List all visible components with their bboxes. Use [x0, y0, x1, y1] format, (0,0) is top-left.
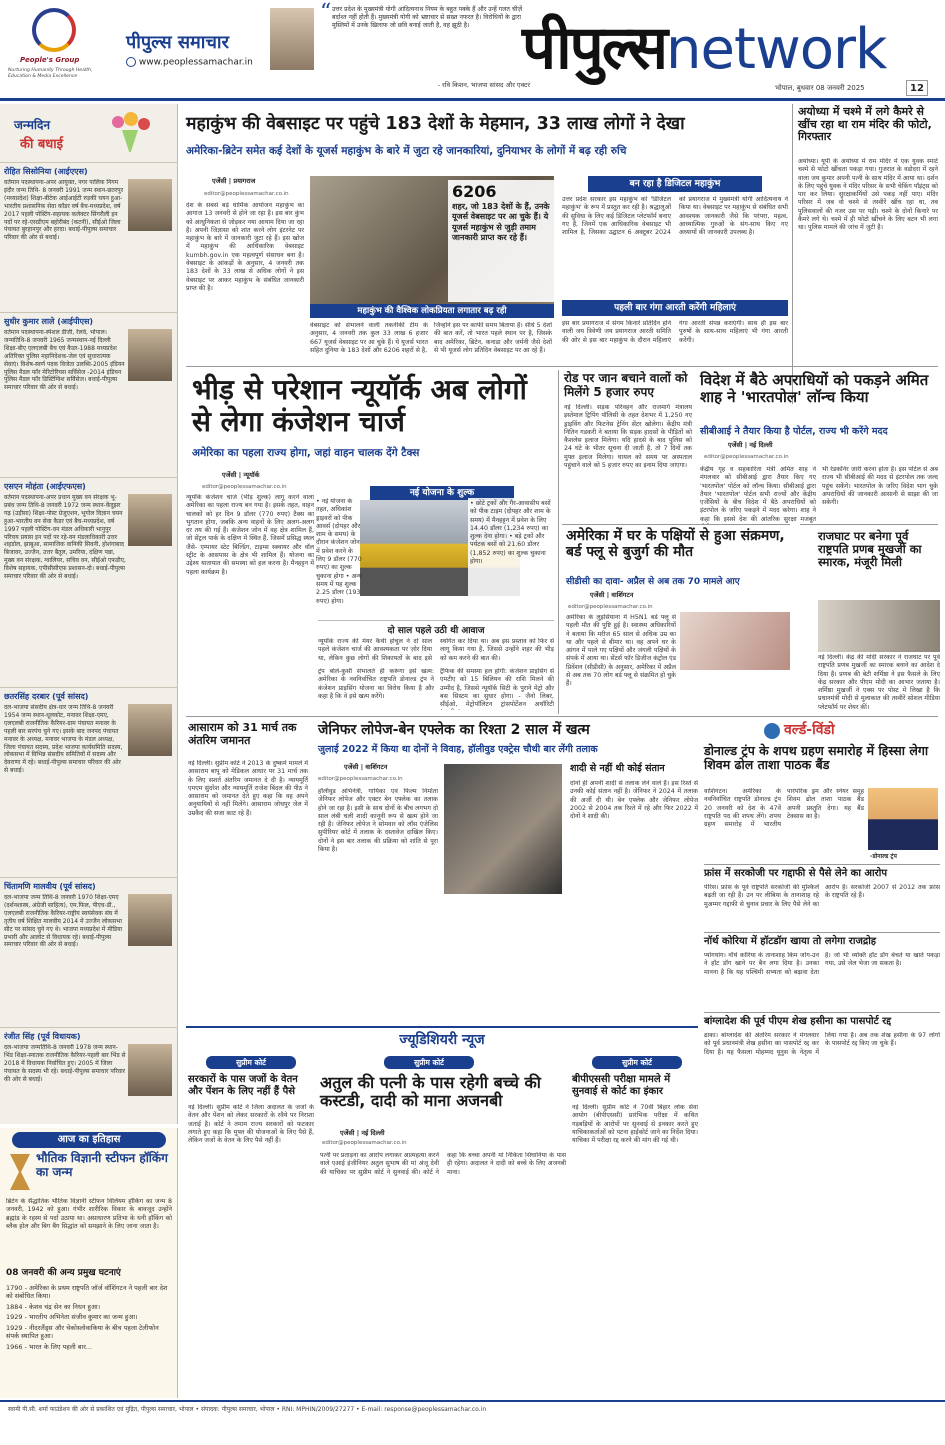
brand-network: network [666, 17, 887, 82]
trump-headline: डोनाल्ड ट्रंप के शपथ ग्रहण समारोह में हिस्सा लेगा शिवम ढोल ताशा पाठक बैंड [704, 743, 929, 773]
birthday-person-details: वर्तमान पदस्थापना-अपर प्रधान मुख्य वन संरक्षक भू-प्रबंध जन्म तिथि-8 जनवरी 1972 जन्म स्थान-केंदुझर गढ़ (उड़ीसा) शिक्षा-पोस्ट ग्रेजुएशन, भूगोल विज्ञान चयन हुआ-भारतीय वन सेवा कैडर एवं बैच-मध्यप्रदेश, वर्ष 1997 पहली पोस्टिंग-वन मंडल अधिकारी भानुपुर परिचय प्रयास इन पदों पर रहे-वन मंडलाधिकारी उत्तर शहडोल, झाबुआ, सामाजिक वानिकी सिवनी, होशंगाबाद बिजावर, उज्जैन, उत्तर बैतूल, उमरिया, दक्षिण पन्ना, मुख्य वन संरक्षक, ग्वालियर, सचिव वन, सीईओ एफडीए, विशेष सहायक, एपीसीसीएफ़ प्रशासन-दो। बधाई-पीपुल्स समाचार परिवार की ओर से बधाई। [4, 494, 126, 581]
quote-mark-icon: “ [320, 0, 332, 25]
pranab-text: नई दिल्ली। केंद्र की मोदी सरकार ने राजघाट पर पूर्व राष्ट्रपति प्रणब मुखर्जी का स्मारक बनाने का आदेश दे दिया है। प्रणब की बेटी शर्मिष्ठा ने इस फैसले के लिए केंद्र सरकार और पीएम मोदी का आभार जताया है। शर्मिष्ठा मुखर्जी ने एक्स पर पोस्ट में लिखा है कि प्रधानमंत्री मोदी से मुलाकात की तस्वीरें सोशल मीडिया प्लेटफॉर्म पर शेयर कीं। [818, 654, 940, 711]
birthday-person-photo [128, 329, 172, 381]
kumbh-email: editor@peoplessamachar.co.in [204, 191, 289, 197]
history-event-item: 1884 - केशव चंद्र सेन का निधन हुआ। [6, 1302, 101, 1311]
nyc-scheme-header: नई योजना के शुल्क [370, 486, 514, 500]
kumbh-col2: वेबसाइट को संभालने वाली तकनीकी टीम के अनुसार, 4 जनवरी तक कुल 33 लाख 6 हजार 667 यूजर्स वेबसाइट पर आ चुके हैं। ये यूजर्स भारत सहित दुनिया के 183 देशों और 6206 शहरों से है, [310, 322, 428, 354]
sc2-byline: एजेंसी | नई दिल्ली [340, 1129, 385, 1137]
judiciary-header: ज्यूडिशियरी न्यूज [399, 1032, 485, 1048]
birthday-person [0, 162, 178, 312]
history-event-item: 1929 - भारतीय अभिनेता संजीव कुमार का जन्म हुआ। [6, 1313, 138, 1322]
birthday-person-photo [128, 704, 172, 756]
quote-author-photo [270, 8, 314, 70]
birthday-person-name: सुधीर कुमार लाले (आईपीएस) [4, 317, 94, 326]
asaram-text: नई दिल्ली। सुप्रीम कोर्ट ने 2013 के दुष्कर्म मामले में आसाराम बापू को मेडिकल आधार पर 31 मार्च तक के लिए सशर्त अंतरिम जमानत दे दी है। न्यायमूर्ति एमएम सुंदरेश और न्यायमूर्ति राजेश बिंदल की पीठ ने आसाराम को जमानत देते हुए कहा कि वह अपने अनुयायियों से नहीं मिलेंगे। आसाराम जोधपुर जेल में उम्रकैद की सजा काट रहे हैं। [188, 760, 308, 817]
bd-text: ढाका। बांग्लादेश की अंतरिम सरकार ने मंगलवार को पूर्व प्रधानमंत्री शेख हसीना का पासपोर्ट रद्द कर दिया है। यह फैसला मोहम्मद यूनुस के नेतृत्व में लिया गया है। अब तक शेख हसीना के 97 लोगों के पासपोर्ट रद्द किए जा चुके हैं। [704, 1032, 940, 1056]
birthday-person-name: छतरसिंह दरबार (पूर्व सांसद) [4, 692, 89, 701]
group-tagline: Nurturing Humanity Through Health, Education & Media Excellence [8, 68, 93, 79]
jlo-photo [444, 764, 562, 894]
birthday-column [0, 104, 178, 1124]
birdflu-text: अमेरिका के लुइसियाना में H5N1 बर्ड फ्लू से पहली मौत की पुष्टि हुई है। स्वास्थ्य अधिकारियों ने बताया कि मरीज 65 साल से अधिक उम्र का था और पहले से बीमार था। वह अपने घर के आंगन में पाले गए पक्षियों और जंगली पक्षियों के संपर्क में आया था। सेंटर्स फॉर डिजीज कंट्रोल एंड प्रिवेंशन (सीडीसी) के अनुसार, अमेरिका में अप्रैल से अब तक 70 लोग बर्ड फ्लू से संक्रमित हो चुके हैं। [566, 614, 676, 688]
nyc-headline: भीड़ से परेशान न्यूयॉर्क अब लोगों से लेगा कंजेशन चार्ज [192, 373, 527, 439]
globe-icon [126, 57, 136, 67]
birdflu-email: editor@peoplessamachar.co.in [568, 604, 653, 610]
kumbh-ganga-header: पहली बार गंगा आरती करेंगी महिलाएं [562, 300, 788, 316]
ayodhya-text: अयोध्या। यूपी के अयोध्या में राम मंदिर में एक युवक स्मार्ट चश्मे से फोटो खींचता पकड़ा गया। गुजरात के वडोदरा में रहने वाला जय कुमार अपनी पत्नी के साथ मंदिर में आया था। दर्शन के लिए पहुंचे युवक ने मंदिर परिसर के सभी चेकिंग पॉइंट्स को पार कर लिया। सुरक्षाकर्मियों उसे पकड़ नहीं पाए। मंदिर परिसर में जब वो चश्मे से तस्वीरें खींच रहा था, तब पुलिसवालों की नजर उस पर पड़ी। चश्मे के दोनों किनारे पर कैमरे लगे थे। चश्मे में ही फोटो खींचने के लिए बटन भी लगा था। पुलिस मामले की जांच में जुटी है। [798, 158, 938, 232]
sc1-label: सुप्रीम कोर्ट [206, 1056, 296, 1069]
ww-divider-1 [704, 864, 940, 865]
birthday-title-line2: की बधाई [20, 137, 64, 152]
dateline: भोपाल, बुधवार 08 जनवरी 2025 [775, 84, 865, 92]
pranab-photo [818, 600, 940, 652]
birthday-person-photo [128, 894, 172, 946]
history-header: आज का इतिहास [12, 1132, 166, 1148]
trump-photo [868, 788, 938, 850]
masthead [0, 0, 945, 100]
bharatpol-byline: एजेंसी | नई दिल्ली [728, 441, 773, 449]
birthday-person-photo [128, 1044, 172, 1096]
birthday-person [0, 687, 178, 877]
kumbh-stat-box [448, 180, 556, 302]
birdflu-photo [680, 612, 790, 670]
kumbh-byline: एजेंसी | प्रयागराज [212, 177, 256, 185]
masthead-rule [0, 98, 945, 101]
footer-text: स्वामी पी.सी. शर्मा फाउंडेशन की ओर से प्रकाशित एवं मुद्रित, पीपुल्स समाचार, भोपाल • संपादक: पीपुल्स समाचार, भोपाल • RNI: MPHIN/2009/27277 • E-mail: response@peoplessamachar.co.in [8, 1406, 487, 1413]
history-event-item: 1966 - भारत के लिए पहली बार... [6, 1342, 93, 1351]
birthday-person-details: वर्तमान पदस्थापना-अपर आयुक्त, नगर पालिक निगम इंदौर जन्म तिथि- 8 जनवरी 1991 जन्म स्थान-छतरपुर (मध्यप्रदेश) शिक्षा-बीटेक आईआईटी रुड़की चयन हुआ-भारतीय प्रशासनिक सेवा कॉडर वर्ष बैच-मध्यप्रदेश, वर्ष 2017 पहली पोस्टिंग-सहायक कलेक्टर सिंगरौली इन पदों पर रहे-एसडीएम बहोरीबंद (कटनी), सीईओ जिला पंचायत बुरहानपुर और हरदा। बधाई-पीपुल्स समाचार परिवार की ओर से बधाई। [4, 179, 124, 242]
jlo-box-title: शादी से नहीं थी कोई संतान [570, 763, 665, 774]
kumbh-stat-number: 6206 [452, 182, 497, 201]
history-title: भौतिक विज्ञानी स्टीफन हॉकिंग का जन्म [36, 1151, 168, 1179]
brand-title [522, 4, 902, 82]
quote-author: - रवि किशन, भाजपा सांसद और एक्टर [437, 81, 530, 89]
birthday-person-name: चिंतामणि मालवीय (पूर्व सांसद) [4, 882, 96, 891]
hourglass-icon [8, 1154, 32, 1192]
kumbh-headline: महाकुंभ की वेबसाइट पर पहुंचे 183 देशों के मेहमान, 33 लाख लोगों ने देखा [186, 114, 685, 134]
section-divider-birdflu [562, 524, 790, 525]
birthday-person-name: रोहित सिसोनिया (आईएएस) [4, 167, 88, 176]
ww-divider-2 [704, 932, 940, 933]
paper-name: पीपुल्स समाचार [126, 32, 229, 53]
vertical-divider-mid [558, 370, 559, 714]
nyc-two-year-text: न्यूयॉर्क राज्य की मेयर कैथी होचुल ने दो साल पहले कंजेशन चार्ज की आवश्यकता पर ज़ोर दिया था, लेकिन कुछ लोगों की शिकायतों के बाद इसे स्थगित कर दिया था। अब इस प्रस्ताव को फिर से लागू किया गया है, जिससे उन्होंने शहर की भीड़ को कम करने की बात की। [318, 638, 554, 662]
nyc-two-year-header: दो साल पहले उठी थी आवाज [387, 626, 485, 636]
nyc-fee-left: • नई योजना के तहत, अधिकांश ड्राइवरों को पीक आवर्स (दोपहर और शाम के समय) के दौरान कंजेशन जोन में प्रवेश करने के लिए 9 डॉलर (770 रुपए) का शुल्क चुकाना होगा • अन्य समय में यह शुल्क 2.25 डॉलर (193 रुपए) होगा। [316, 498, 362, 605]
birthday-person-details: दल-भाजपा जन्मतिथि-8 जनवरी 1978 जन्म स्थान-भिंड शिक्षा-स्नातक राजनीतिक कैरियर-पहली बार भिंड से 2018 में विधायक निर्वाचित हुए। 2005 में जिला पंचायत के सदस्य भी रहे। बधाई-पीपुल्स समाचार परिवार की ओर से बधाई। [4, 1044, 126, 1083]
jlo-headline: जेनिफर लोपेज-बेन एफ्लेक का रिश्ता 2 साल में खत्म [318, 722, 590, 738]
nk-text: प्योंगयांग। नॉर्थ कोरिया के तानाशाह किम जोंग-उन ने हॉट डॉग खाने पर बैन लगा दिया है। उनका मानना है कि यह पश्चिमी सभ्यता को बढ़ावा देता है। जो भी व्यक्ति हॉट डॉग बेचते या खाते पकड़ा गया, उसे जेल भेजा जा सकता है। [704, 952, 940, 976]
road-text: नई दिल्ली। सड़क परिवहन और राजमार्ग मंत्रालय इस्तेमाल ट्रिपिंग पॉलिसी के तहत देशभर में 1,250 नए ड्राइविंग और फिटनेस ट्रेनिंग सेंटर खोलेगा। केंद्रीय मंत्री नितिन गडकरी ने बताया कि सड़क हादसों के पीड़ितों को कैशलेस इलाज मिलेगा। यदि हादसे के बाद पुलिस को 24 घंटे के भीतर सूचना दी जाती है, तो 7 दिनों तक मुफ्त इलाज मिलेगा। घायल को समय पर अस्पताल पहुंचाने वाले को 5 हजार रुपए का इनाम दिया जाएगा। [564, 404, 692, 470]
brand-hindi: पीपुल्स [522, 13, 667, 83]
kumbh-col1: देश के सबसे बड़े धार्मिक आयोजन महाकुंभ का आगाज 13 जनवरी से होने जा रहा है। इस बार कुंभ को आधुनिकता से जोड़कर नया आयाम दिया जा रहा है। अपनी जिज्ञासा को शांत करने लोग इंटरनेट पर महाकुंभ के बारे में जानकारी जुटा रहे हैं। इस खोज में महाकुंभ की आधिकारिक वेबसाइट kumbh.gov.in एक महत्वपूर्ण संसाधन बना है। वेबसाइट के आंकड़ों के अनुसार, 4 जनवरी तक 183 देशों के 33 लाख से अधिक लोगों ने इस वेबसाइट पर आकर महाकुंभ के संबंधित जानकारी प्राप्त की है। [186, 202, 304, 292]
history-other-header: 08 जनवरी की अन्य प्रमुख घटनाएं [6, 1268, 121, 1278]
world-window-title: वर्ल्ड-विंडो [784, 722, 835, 738]
bharatpol-col2: भी रेडकॉर्नर जारी करना होता है। इस पोर्टल से अब राज्य भी सीबीआई की मदद से इंटरपोल तक जल्द पहुंच सकेंगे। भारतपोल के जरिए विदेश भाग चुके अपराधियों की जानकारी आसानी से साझा की जा सकेगी। [822, 466, 938, 507]
sc2-label: सुप्रीम कोर्ट [384, 1056, 474, 1069]
kumbh-digital-header: बन रहा है डिजिटल महाकुंभ [588, 176, 762, 192]
nyc-traffic-text: ट्रैफिक की समस्या हल होगी: कंजेशन प्राइसिंग से एमटीए को 15 बिलियन की राशि मिलने की उम्मीद है, जिससे न्यूयॉर्क सिटी के पुराने मेट्रो और बस सिस्टम का सुधार होगा। - जैनो लिबर, सीईओ, मेट्रोपॉलिटन ट्रांसपोर्टेशन अथॉरिटी [440, 668, 554, 709]
jlo-byline: एजेंसी | वाशिंगटन [344, 763, 388, 771]
sc3-headline: बीपीएससी परीक्षा मामले में सुनवाई से कोर्ट का इंकार [572, 1074, 671, 1097]
history-section [0, 1128, 178, 1398]
footer-rule [0, 1400, 945, 1402]
history-text: ब्रिटेन के सैद्धांतिक भौतिक विज्ञानी स्टीफन विलियम हॉकिंग का जन्म 8 जनवरी, 1942 को हुआ। गंभीर शारीरिक विकार के बावजूद उन्होंने ब्रह्मांड के रहस्य से पर्दा उठाया था। असाधारण प्रतिभा के धनी हॉकिंग को ब्लैक होल और बिग बैंग सिद्धांत को समझाने के लिए जाना जाता है। [6, 1198, 172, 1230]
flower-bouquet-icon [104, 112, 162, 156]
ww-divider-3 [704, 1012, 940, 1013]
jlo-text: हॉलीवुड अभिनेत्री, गायिका एवं फिल्म निर्माता जेनिफर लोपेज और एक्टर बेन एफ्लेक का तलाक होने जा रहा है। इसी के साथ दोनों के बीच लगभग दो साल लंबी चली शादी कानूनी रूप से खत्म होने जा रही है। जेनिफर लोपेज ने सोमवार को लॉस एंजेलिस सुपीरियर कोर्ट में तलाक के दस्तावेज दाखिल किए। दोनों ने इस बार तलाक की प्रक्रिया को शांति से पूरा किया है। [318, 788, 438, 854]
birthday-person-name: रंजीत सिंह (पूर्व विधायक) [4, 1032, 81, 1041]
globe-icon [764, 723, 780, 739]
jlo-box-text: दोनों ही अपनी शादी से तलाक लेने वाले हैं। इस रिश्ते से उनकी कोई संतान नहीं है। जेनिफर ने 2024 में तलाक की अर्जी दी थी। बेन एफ्लेक और जेनिफर लोपेज 2002 से 2004 तक रिश्ते में रहे और फिर 2022 में दोनों ने शादी की। [570, 780, 698, 821]
birthday-header [6, 110, 172, 160]
nyc-subhead: अमेरिका का पहला राज्य होगा, जहां वाहन चालक देंगे टैक्स [192, 447, 420, 459]
sc2-email: editor@peoplessamachar.co.in [322, 1140, 407, 1146]
birthday-person-details: दल-भाजपा संसदीय क्षेत्र-धार जन्म तिथि-8 जनवरी 1954 जन्म स्थान-धूलकोट, मनावर शिक्षा-एमए, एलएलबी राजनीतिक कैरियर-ग्राम पंचायत मनावर के पहली बार सरपंच चुने गए। इसके बाद जनपद पंचायत मनावर के अध्यक्ष, मनावर भाजपा के मंडल अध्यक्ष, जिला पंचायत सदस्य, प्रदेश भाजपा कार्यसमिति सदस्य, लोकसभा में विभिन्न संसदीय समितियों में सदस्य और देवराणा में रहे। बधाई-पीपुल्स समाचार परिवार की ओर से बधाई। [4, 704, 123, 775]
jlo-email: editor@peoplessamachar.co.in [318, 776, 403, 782]
jlo-text-continued [444, 898, 562, 1024]
bharatpol-col1: केंद्रीय गृह व सहकारिता मंत्री अमित शाह ने मंगलवार को सीबीआई द्वारा तैयार किए गए 'भारतपोल' पोर्टल को लॉन्च किया। सीबीआई द्वारा तैयार 'भारतपोल' पोर्टल सभी राज्यों और केंद्रीय एजेंसियों के बीच विदेश में बैठे अपराधियों को इंटरपोल के जरिए पकड़ने में मदद करेगा। शाह ने कहा कि इससे देश की आंतरिक सुरक्षा मजबूत [700, 466, 816, 523]
section-divider-pranab [800, 524, 938, 525]
birdflu-headline: अमेरिका में घर के पक्षियों से हुआ संक्रमण, बर्ड फ्लू से बुजुर्ग की मौत [566, 528, 785, 561]
sc2-text: पत्नी पर प्रताड़ना का आरोप लगाकर आत्महत्या करने वाले एआई इंजीनियर अतुल सुभाष की मां अंजू देवी की याचिका पर सुप्रीम कोर्ट ने सुनवाई की। कोर्ट ने कहा कि बच्चा अपनी मां निकिता सिंघानिया के पास ही रहेगा। अदालत ने दादी को बच्चे के लिए अजनबी माना। [320, 1152, 566, 1176]
nyc-trump-text: ट्रंप बोले-कुर्सी संभालते ही करूंगा इसे खत्म: अमेरिका के नवनिर्वाचित राष्ट्रपति डोनाल्ड ट्रंप ने कंजेशन प्राइसिंग योजना का विरोध किया है और कहा है कि वे इसे खत्म करेंगे। [318, 668, 434, 700]
nk-headline: नॉर्थ कोरिया में हॉटडॉग खाया तो लगेगा राजद्रोह [704, 936, 877, 947]
asaram-headline: आसाराम को 31 मार्च तक अंतरिम जमानत [188, 721, 297, 747]
pranab-headline: राजघाट पर बनेगा पूर्व राष्ट्रपति प्रणब मुखर्जी का स्मारक, मंजूरी मिली [818, 529, 922, 570]
sc1-text: नई दिल्ली। सुप्रीम कोर्ट ने जिला अदालत के जजों के वेतन और पेंशन को लेकर सरकारों के रवैये पर निराशा जताई है। कोर्ट ने तमाम राज्य सरकारों को फटकार लगाते हुए कहा कि मुफ्त की योजनाओं के लिए पैसे हैं, लेकिन जजों के वेतन के लिए पैसे नहीं हैं। [188, 1104, 314, 1145]
birthday-person [0, 312, 178, 477]
road-headline: रोड पर जान बचाने वालों को मिलेंगे 5 हजार रुपए [564, 371, 688, 399]
birthday-person-details: वर्तमान पदस्थापना-स्पेशल डीजी, रेलवे, भोपाल। जन्मतिथि-8 जनवरी 1965 जन्मस्थान-नई दिल्ली शिक्षा-बीए एलएलबी बैच एवं कैडर-1988 मध्यप्रदेश अतिरिक्त पुलिस महानिदेशक-जेल एवं सुधारात्मक सेवाएं। विशेष-स्वर्ण पदक विजेता उलब्धि-2005 इंडियन पुलिस मैडल फॉर मेरिटोरियस सर्विसेज -2014 इंडियन पुलिस मैडल फॉर डिस्टिंग्विश सर्विसेज। बधाई-पीपुल्स समाचार परिवार की ओर से बधाई। [4, 329, 125, 392]
website-link[interactable]: www.peoplessamachar.in [126, 57, 253, 68]
birthday-person-name: एसएन मोहंता (आईएफएस) [4, 482, 86, 491]
trump-text: वाशिंगटन। अमेरिका के नवनिर्वाचित राष्ट्रपति डोनाल्ड ट्रंप 20 जनवरी को देश के 47वें राष्ट्रपति पद की शपथ लेंगे। शपथ ग्रहण समारोह में भारतीय पारंपरिक ड्रम और स्नेयर समूह शिवम ढोल ताशा पाठक बैंड अपनी प्रस्तुति देगा। यह बैंड टेक्सास का है। [704, 788, 864, 829]
kumbh-stat-text: शहर, जो 183 देशों के हैं, उनके यूजर्स वेबसाइट पर आ चुके हैं। ये यूजर्स महाकुंभ से जुड़ी तमाम जानकारी प्राप्त कर रहे हैं। [452, 202, 550, 243]
nyc-byline: एजेंसी | न्यूयॉर्क [222, 471, 260, 479]
sc3-label: सुप्रीम कोर्ट [592, 1056, 682, 1069]
birthday-person-photo [128, 494, 172, 546]
page-number: 12 [906, 80, 928, 96]
birthday-person-details: दल-भाजपा जन्म तिथि-8 जनवरी 1970 शिक्षा-एमए (दर्शनशास्त्र, अंग्रेजी साहित्य), एम.फिल, पीएच-डी., एलएलबी राजनीतिक कैरियर-राष्ट्रीय स्वयंसेवक संघ में तृतीय वर्ष शिक्षित मालवीय 2014 में उज्जैन लोकसभा सीट पर सांसद चुने गए थे। भाजपा मध्यप्रदेश में मीडिया प्रभारी और आलोट से विधायक रहे। बधाई-पीपुल्स समाचार परिवार की ओर से बधाई। [4, 894, 123, 949]
section-divider-1 [186, 366, 938, 367]
group-logo [32, 8, 76, 52]
quote-block [320, 0, 530, 92]
nyc-two-year-header-box [318, 620, 554, 634]
right-column-divider [792, 104, 793, 404]
birdflu-byline: एजेंसी | वाशिंगटन [590, 591, 634, 599]
trump-caption: -डोनाल्ड ट्रंप [870, 853, 897, 860]
kumbh-digital-text: उत्तर प्रदेश सरकार इस महाकुंभ को 'डिजिटल महाकुंभ' के रूप में प्रस्तुत कर रही है। श्रद्धालुओं की सुविधा के लिए कई डिजिटल प्लेटफॉर्म बनाए गए हैं, जिनमें एक आधिकारिक वेबसाइट भी शामिल है, जिसका उद्घाटन 6 अक्टूबर 2024 को प्रयागराज में मुख्यमंत्री योगी आदित्यनाथ ने किया था। वेबसाइट पर महाकुंभ से संबंधित सभी आवश्यक जानकारी जैसे कि परंपरा, महत्व, आध्यात्मिक गुरुओं के संग-साथ किए गए अध्यायों की जानकारी उपलब्ध है। [562, 196, 788, 237]
nyc-fee-right: • छोटे ट्रकों और गैर-आवासीय बसों को पीक टाइम (दोपहर और शाम के समय) में मैनहट्टन में प्रवेश के लिए 14.40 डॉलर (1,234 रुपए) का शुल्क देना होगा। • बड़े ट्रकों और पर्यटक बसों को 21.60 डॉलर (1,852 रुपए) का शुल्क चुकाना होगा। [468, 498, 554, 616]
nyc-text: न्यूयॉर्क कंजेशन चार्ज (भीड़ शुल्क) लागू करने वाला अमेरिका का पहला राज्य बन गया है। इसके तहत, वाहन चालकों को हर दिन 9 डॉलर (770 रुपए) टैक्स का भुगतान होगा, जबकि अन्य वाहनों के लिए अलग-अलग दर तय की गई हैं। कंजेशन जोन में वह क्षेत्र शामिल हैं, जो सेंट्रल पार्क के दक्षिण में स्थित हैं, जिसमें प्रसिद्ध स्थल जैसे- एम्पायर स्टेट बिल्डिंग, टाइम्स स्क्वायर और वॉल स्ट्रीट के आसपास के क्षेत्र भी शामिल हैं। योजना का उद्देश्य यातायात की समस्या को हल करना है। मैनहट्टन में पहला कार्यक्रम है। [186, 494, 314, 576]
section-divider-2 [186, 716, 938, 717]
sarkozy-text: पेरिस। फ्रांस के पूर्व राष्ट्रपति सरकोजी की मुश्किलें बढ़ती जा रही हैं। उन पर लीबिया के तानाशाह रहे मुअम्मर गद्दाफी से चुनाव प्रचार के लिए पैसे लेने का आरोप है। सरकोजी 2007 से 2012 तक फ्रांस के राष्ट्रपति रहे हैं। [704, 884, 940, 908]
ayodhya-headline: अयोध्या में चश्मे में लगे कैमरे से खींच रहा था राम मंदिर की फोटो, गिरफ्तार [798, 105, 932, 144]
kumbh-subhead: अमेरिका-ब्रिटेन समेत कई देशों के यूजर्स महाकुंभ के बारे में जुटा रहे जानकारियां, दुनियाभर के लोगों में बढ़ रही रुचि [186, 145, 627, 157]
birthday-title-line1: जन्मदिन [14, 118, 51, 132]
birthday-person [0, 877, 178, 1027]
sc1-headline: सरकारों के पास जजों के वेतन और पेंशन के लिए नहीं हैं पैसे [188, 1074, 298, 1097]
birthday-person [0, 477, 178, 687]
kumbh-digital-header-box [562, 176, 788, 192]
birdflu-subhead: सीडीसी का दावा- अप्रैल से अब तक 70 मामले आए [566, 577, 740, 587]
history-event-item: 1790 - अमेरिका के प्रथम राष्ट्रपति जॉर्ज वॉशिंगटन ने पहली बार देश को संबोधित किया। [6, 1284, 168, 1301]
world-window-header [704, 720, 940, 742]
kumbh-photo-caption: महाकुंभ की वैश्विक लोकप्रियता लगातार बढ़ रही [310, 304, 554, 318]
sc2-headline: अतुल की पत्नी के पास रहेगी बच्चे की कस्टडी, दादी को माना अजनबी [320, 1073, 541, 1111]
judiciary-header-box [186, 1026, 698, 1050]
kumbh-ganga-text: इस बार प्रयागराज में संगम किनारे प्रतिदिन होने वाली जय त्रिवेणी जय प्रयागराज आरती समिति की ओर से इस बार महाकुंभ के दौरान महिलाएं गंगा आरती संपन्न कराएंगी। साथ ही इस बार पुरुषों के साथ-साथ महिलाएं भी गंगा आरती करेंगी। [562, 320, 788, 344]
sc3-text: नई दिल्ली। सुप्रीम कोर्ट ने 70वीं बिहार लोक सेवा आयोग (बीपीएससी) प्रारंभिक परीक्षा में कथित गड़बड़ियों के आरोपों पर सुनवाई से इनकार करते हुए याचिकाकर्ताओं को पटना हाईकोर्ट जाने का निर्देश दिया। याचिका में परीक्षा रद्द करने की मांग की गई थी। [572, 1104, 698, 1145]
quote-text: उत्तर प्रदेश के मुख्यमंत्री योगी आदित्यनाथ नियम के बहुत पक्के हैं और उन्हें गलत चीज़ें बर्दाश्त नहीं होती हैं। मुख्यमंत्री योगी को भ्रष्टाचार से सख्त नफरत है। विरोधियों के द्वारा मुस्लिमों में उनके खिलाफ जो छवि बनाई जाती है, वह झूठी है। [332, 6, 523, 30]
bd-headline: बांग्लादेश की पूर्व पीएम शेख हसीना का पासपोर्ट रद्द [704, 1016, 892, 1027]
jlo-subhead: जुलाई 2022 में किया था दोनों ने विवाह, हॉलीवुड एक्ट्रेस चौथी बार लेंगी तलाक [318, 744, 598, 755]
nyc-email: editor@peoplessamachar.co.in [202, 484, 287, 490]
sarkozy-headline: फ्रांस में सरकोजी पर गद्दाफी से पैसे लेने का आरोप [704, 868, 888, 879]
kumbh-col3: जिन्होंने इस पर काफी समय बिताया है। सीधे 5 देशों की बात करें, तो भारत पहले स्थान पर है, जिसके बाद अमेरिका, ब्रिटेन, कनाडा और जर्मनी जैसे देशों से भी यूजर्स लोग प्रतिदिन वेबसाइट पर आ रहे हैं। [434, 322, 552, 354]
history-events [6, 1284, 172, 1394]
bharatpol-email: editor@peoplessamachar.co.in [704, 454, 789, 460]
birthday-person-photo [128, 179, 172, 231]
bharatpol-headline: विदेश में बैठे अपराधियों को पकड़ने अमित शाह ने 'भारतपोल' लॉन्च किया [700, 371, 929, 407]
bharatpol-subhead: सीबीआई ने तैयार किया है पोर्टल, राज्य भी करेंगे मदद [700, 426, 888, 437]
history-event-item: 1929 - नीदरलैंड्स और चेकोस्लोवाकिया के बीच पहला टेलीफोन संपर्क स्थापित हुआ। [6, 1323, 159, 1341]
group-name: People's Group [20, 56, 80, 64]
